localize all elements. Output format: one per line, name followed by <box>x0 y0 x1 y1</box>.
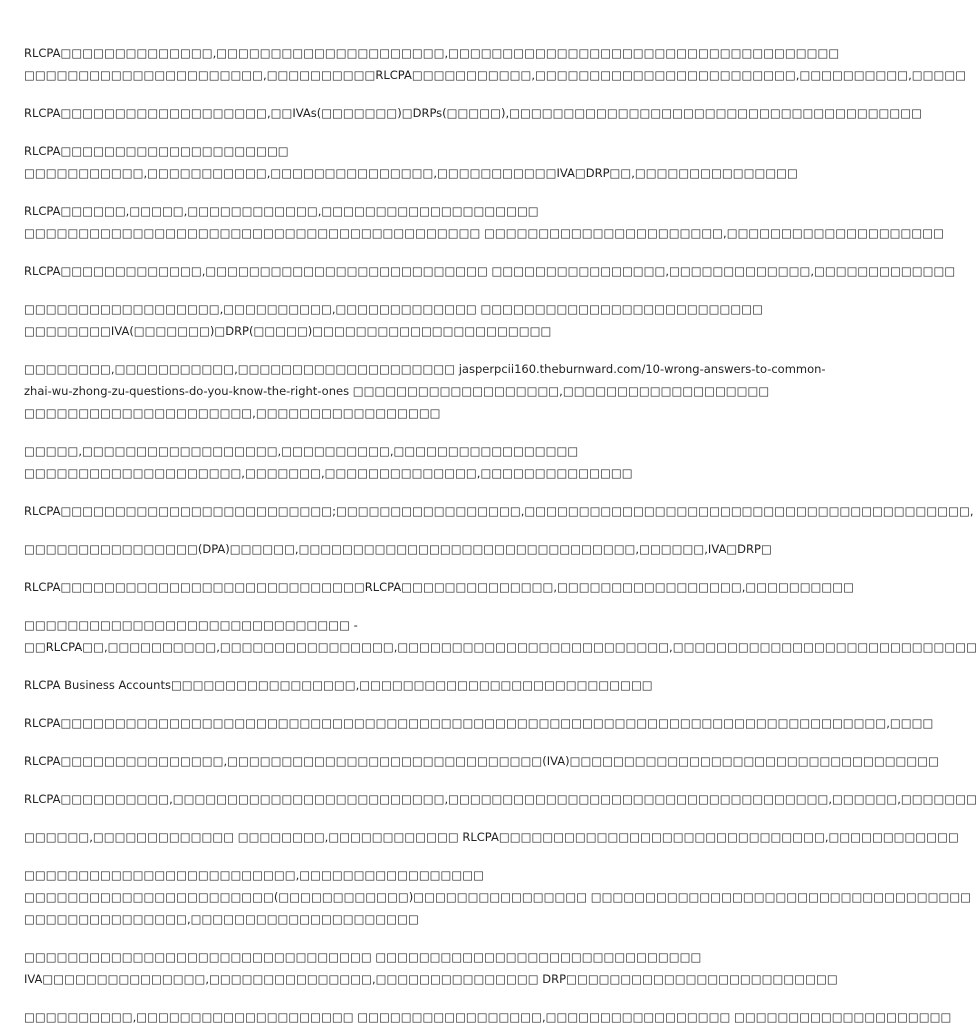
paragraph-line: □□□□□□□□□□□□□□□□□□□□□□□□□□□□□□□□□□□□□□□□□□ □□□□□□□□□□□□□□□□□□□□□□,□□□□□□□□□□□□□□□□□□□□ <box>24 226 945 240</box>
paragraph <box>24 788 977 810</box>
paragraph-line: □□□□□□□□□□□□□□□□□□□□,□□□□□□□,□□□□□□□□□□□□□□,□□□□□□□□□□□□□□ <box>24 466 633 480</box>
paragraph-line: □□□□□□□□IVA(□□□□□□□)□DRP(□□□□□)□□□□□□□□□□□□□□□□□□□□□□ <box>24 324 552 338</box>
paragraph-line: □□□□□□□□□□□□□□□□□□□□□□,□□□□□□□□□□RLCPA□□□□□□□□□□□,□□□□□□□□□□□□□□□□□□□□□□□□,□□□□□□□□□□,□□□□□ <box>24 68 967 82</box>
paragraph <box>24 200 945 244</box>
paragraph-line: RLCPA□□□□□□□□□□□□□□□,□□□□□□□□□□□□□□□□□□□□□□□□□□□□□(IVA)□□□□□□□□□□□□□□□□□□□□□□□□□□□□□□□□□□ <box>24 754 940 768</box>
paragraph-line: IVA□□□□□□□□□□□□□□□,□□□□□□□□□□□□□□□,□□□□□□□□□□□□□□□ DRP□□□□□□□□□□□□□□□□□□□□□□□□□ <box>24 972 838 986</box>
paragraph <box>24 538 772 560</box>
paragraph-line: zhai-wu-zhong-zu-questions-do-you-know-the-right-ones □□□□□□□□□□□□□□□□□□□,□□□□□□□□□□□□□□□□□□□ <box>24 384 770 398</box>
paragraph <box>24 42 967 86</box>
paragraph-line: RLCPA□□□□□□□□□□□□□□□□□□□□□ <box>24 144 289 158</box>
paragraph-line: RLCPA□□□□□□□□□□□□□□□□□□□□□□□□□;□□□□□□□□□□□□□□□□□,□□□□□□□□□□□□□□□□□□□□□□□□□□□□□□□□□□□□□□□□□, <box>24 504 974 518</box>
paragraph-line: □□□□□□□□□□□,□□□□□□□□□□□,□□□□□□□□□□□□□□□,□□□□□□□□□□□IVA□DRP□□,□□□□□□□□□□□□□□□ <box>24 166 798 180</box>
paragraph <box>24 576 855 598</box>
paragraph-line: RLCPA Business Accounts□□□□□□□□□□□□□□□□□,□□□□□□□□□□□□□□□□□□□□□□□□□□□ <box>24 678 653 692</box>
paragraph-line: RLCPA□□□□□□□□□□□□□□,□□□□□□□□□□□□□□□□□□□□□,□□□□□□□□□□□□□□□□□□□□□□□□□□□□□□□□□□□□ <box>24 46 840 60</box>
paragraph <box>24 1006 952 1028</box>
paragraph-line: RLCPA□□□□□□□□□□□□□□□□□□□□□□□□□□□□RLCPA□□□□□□□□□□□□□□,□□□□□□□□□□□□□□□□□,□□□□□□□□□□ <box>24 580 855 594</box>
paragraph <box>24 826 959 848</box>
paragraph-line: RLCPA□□□□□□□□□□,□□□□□□□□□□□□□□□□□□□□□□□□□,□□□□□□□□□□□□□□□□□□□□□□□□□□□□□□□□□□□,□□□□□□,□□□□□□□ <box>24 792 977 806</box>
paragraph <box>24 674 720 696</box>
paragraph <box>24 102 923 124</box>
paragraph-line: □□□□□□□□□□□□□□□□□□,□□□□□□□□□□,□□□□□□□□□□□□□ □□□□□□□□□□□□□□□□□□□□□□□□□□ <box>24 302 763 316</box>
paragraph <box>24 864 972 930</box>
paragraph-line: □□□□□,□□□□□□□□□□□□□□□□□□,□□□□□□□□□□,□□□□□□□□□□□□□□□□□ <box>24 444 579 458</box>
paragraph <box>24 440 720 484</box>
paragraph <box>24 500 974 522</box>
paragraph-line: □□RLCPA□□,□□□□□□□□□□,□□□□□□□□□□□□□□□□,□□□□□□□□□□□□□□□□□□□□□□□□□,□□□□□□□□□□□□□□□□□□□□□□□□□□□□ <box>24 640 977 654</box>
paragraph-line: □□□□□□□□□□,□□□□□□□□□□□□□□□□□□□□ □□□□□□□□□□□□□□□□□,□□□□□□□□□□□□□□□□□ □□□□□□□□□□□□□□□□□□□□ <box>24 1010 952 1024</box>
paragraph-line: □□□□□□□□□□□□□□□□□□□□□□□□□□□□□□□□ □□□□□□□□□□□□□□□□□□□□□□□□□□□□□□ <box>24 950 702 964</box>
paragraph-line: □□□□□□□□□□□□□□□□□□□□□□□□□,□□□□□□□□□□□□□□□□□ <box>24 868 485 882</box>
paragraph-line: RLCPA□□□□□□,□□□□□,□□□□□□□□□□□□,□□□□□□□□□□□□□□□□□□□□ <box>24 204 539 218</box>
paragraph <box>24 712 934 734</box>
paragraph-line: □□□□□□□□□□□□□□□□□□□□□,□□□□□□□□□□□□□□□□□ <box>24 406 441 420</box>
paragraph <box>24 750 940 772</box>
paragraph-line: RLCPA□□□□□□□□□□□□□,□□□□□□□□□□□□□□□□□□□□□□□□□□ □□□□□□□□□□□□□□□□,□□□□□□□□□□□□□,□□□□□□□□□□□□□ <box>24 264 956 278</box>
paragraph-line: □□□□□□□□□□□□□□□□□□□□□□□(□□□□□□□□□□□□)□□□□□□□□□□□□□□□□ □□□□□□□□□□□□□□□□□□□□□□□□□□□□□□□□□□□ <box>24 890 972 904</box>
paragraph <box>24 614 977 658</box>
paragraph-line: □□□□□□□□,□□□□□□□□□□□,□□□□□□□□□□□□□□□□□□□□ jasperpcii160.theburnward.com/10-wrong-answers-to-common- <box>24 362 826 376</box>
paragraph-line: □□□□□□□□□□□□□□□□(DPA)□□□□□□,□□□□□□□□□□□□□□□□□□□□□□□□□□□□□□□,□□□□□□,IVA□DRP□ <box>24 542 772 556</box>
paragraph-line: □□□□□□□□□□□□□□□□□□□□□□□□□□□□□□ - <box>24 618 358 632</box>
paragraph <box>24 358 826 424</box>
paragraph-line: RLCPA□□□□□□□□□□□□□□□□□□□,□□IVAs(□□□□□□□)□DRPs(□□□□□),□□□□□□□□□□□□□□□□□□□□□□□□□□□□□□□□□□□□□□ <box>24 106 923 120</box>
paragraph <box>24 140 798 184</box>
paragraph <box>24 946 838 990</box>
paragraph <box>24 260 956 282</box>
paragraph-line: □□□□□□,□□□□□□□□□□□□□ □□□□□□□□,□□□□□□□□□□□□ RLCPA□□□□□□□□□□□□□□□□□□□□□□□□□□□□□□,□□□□□□□□□□□□ <box>24 830 959 844</box>
paragraph-line: RLCPA□□□□□□□□□□□□□□□□□□□□□□□□□□□□□□□□□□□□□□□□□□□□□□□□□□□□□□□□□□□□□□□□□□□□□□□□□□□□,□□□□ <box>24 716 934 730</box>
paragraph-line: □□□□□□□□□□□□□□□,□□□□□□□□□□□□□□□□□□□□□ <box>24 912 419 926</box>
paragraph <box>24 298 763 342</box>
